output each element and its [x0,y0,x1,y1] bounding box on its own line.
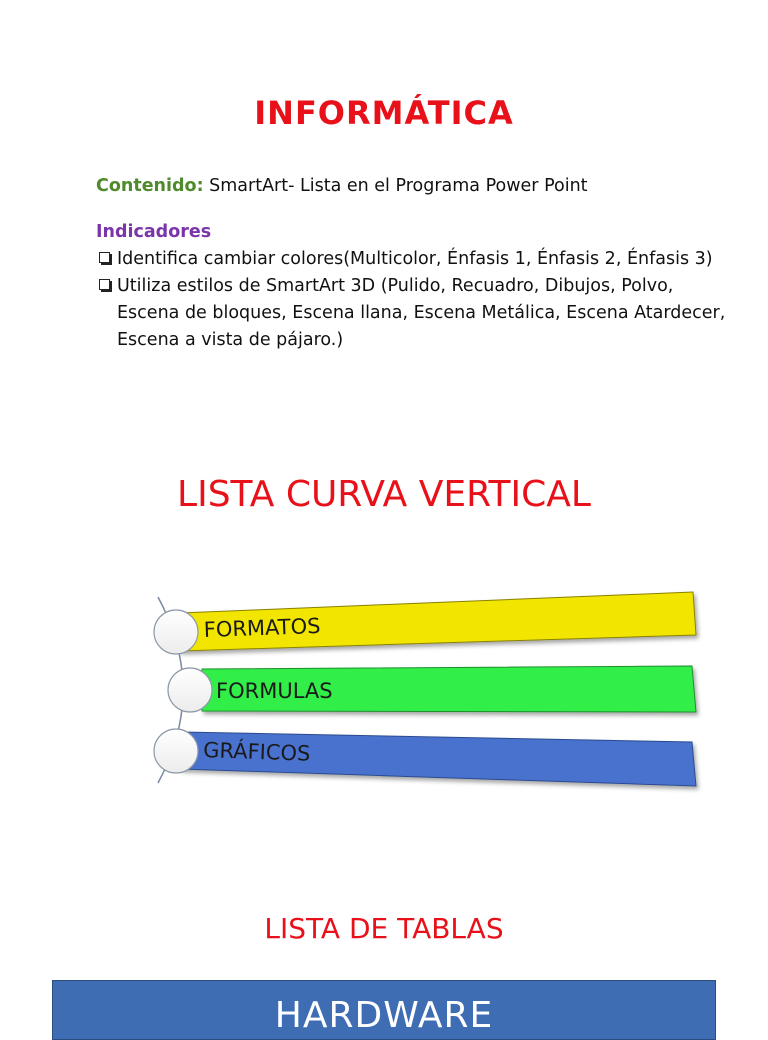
item-circle-formulas [168,668,212,712]
hardware-label: HARDWARE [274,995,494,1036]
indicator-text: Identifica cambiar colores(Multicolor, Énfasis 1, Énfasis 2, Énfasis 3) [117,249,713,269]
item-label-formatos: FORMATOS [203,613,321,642]
item-label-formulas: FORMULAS [216,679,333,703]
section-title-table-list: LISTA DE TABLAS [264,912,504,945]
indicator-text: Escena a vista de pájaro.) [117,330,344,350]
indicators-heading: Indicadores [96,222,212,242]
item-circle-formatos [154,610,198,654]
content-label: Contenido: [96,176,204,196]
indicator-text: Escena de bloques, Escena llana, Escena Metálica, Escena Atardecer, [117,303,726,323]
hardware-box [52,980,716,1040]
page-title: INFORMÁTICA [254,94,514,132]
section-title-curved-list: LISTA CURVA VERTICAL [177,474,591,515]
indicator-text: Utiliza estilos de SmartArt 3D (Pulido, Recuadro, Dibujos, Polvo, [117,276,674,296]
item-label-graficos: GRÁFICOS [202,738,311,766]
content-text: SmartArt- Lista en el Programa Power Point [203,176,588,196]
item-circle-graficos [154,729,198,773]
